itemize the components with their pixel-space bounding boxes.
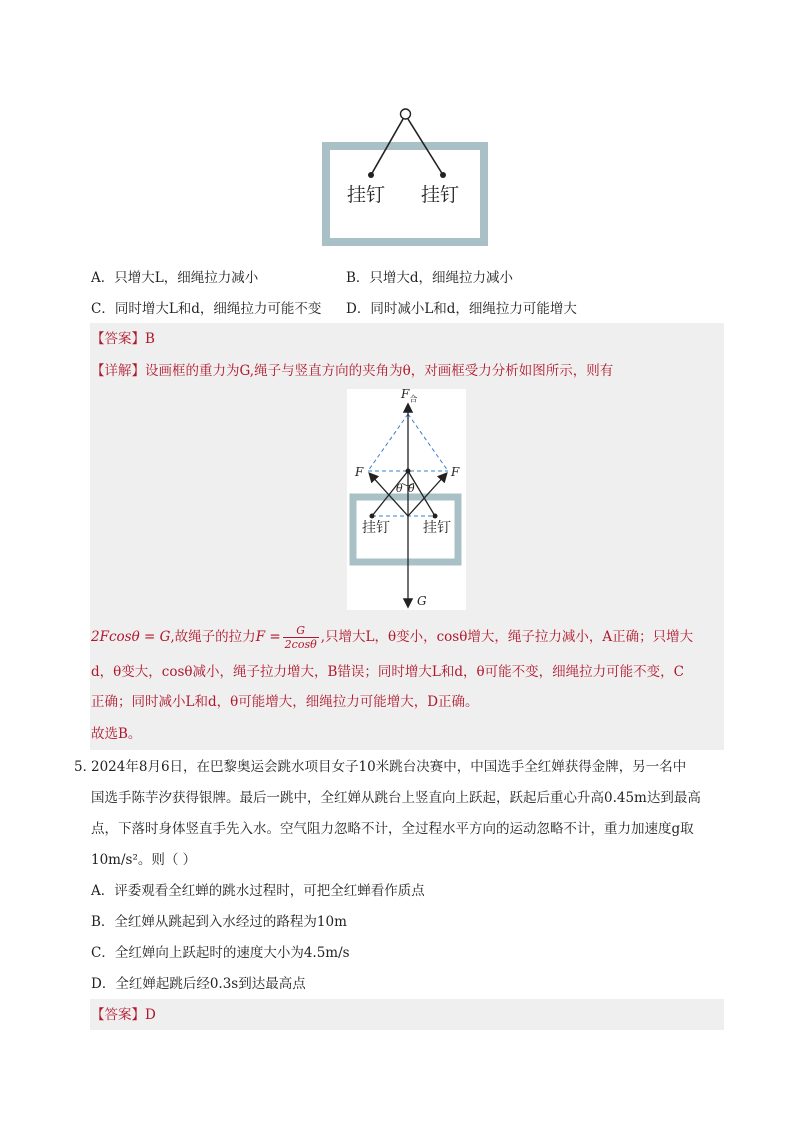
answer-q4 — [91, 329, 155, 349]
equation-f: F = — [255, 629, 281, 645]
conclusion: 故选B。 — [91, 726, 142, 742]
hook-point — [406, 469, 411, 474]
theta-left-label: θ — [396, 482, 403, 495]
picture-frame-figure — [318, 100, 493, 250]
force-left-label: F — [355, 465, 364, 479]
nail-right — [440, 172, 446, 178]
force-right-label: F — [451, 465, 460, 479]
explain-line-3: d，θ变大，cosθ减小，绳子拉力增大，B错误；同时增大L和d，θ可能不变，细绳拉力可能不变，C — [91, 664, 684, 680]
hook-circle — [401, 109, 411, 119]
dash-left-top — [368, 414, 408, 471]
question-5-line-2: 国选手陈芋汐获得银牌。最后一跳中，全红婵从跳台上竖直向上跃起，跃起后重心升高0.45m达到最高 — [91, 790, 701, 806]
question-5-option-d: D．全红婵起跳后经0.3s到达最高点 — [91, 976, 306, 992]
option-c: C．同时增大L和d，细绳拉力可能不变 — [91, 301, 322, 317]
equation-balance: 2Fcosθ = G — [91, 629, 171, 645]
explain-mid: ,故绳子的拉力 — [170, 629, 256, 645]
option-b: B．只增大d，细绳拉力减小 — [346, 270, 514, 286]
nail-label-right: 挂钉 — [421, 184, 460, 206]
resultant-label: $F_合$ — [401, 387, 418, 404]
option-a: A．只增大L，细绳拉力减小 — [91, 270, 259, 286]
question-5-line-4: 10m/s²。则（ ） — [91, 852, 197, 868]
nail-2-label-right: 挂钉 — [423, 520, 451, 536]
explain-line-2 — [91, 624, 693, 651]
dash-right-top — [408, 414, 448, 471]
question-5-number: 5． — [74, 759, 97, 775]
nail-2-label-left: 挂钉 — [362, 520, 390, 536]
gravity-label: G — [417, 594, 427, 608]
question-5-line-1: 2024年8月6日，在巴黎奥运会跳水项目女子10米跳台决赛中，中国选手全红婵获得金牌，另一名中 — [91, 759, 687, 775]
explain-line-4: 正确；同时减小L和d，θ可能增大，细绳拉力可能增大，D正确。 — [91, 694, 479, 710]
explain-line-2-rest: ,只增大L，θ变小，cosθ增大，绳子拉力减小，A正确；只增大 — [320, 629, 694, 645]
option-d: D．同时减小L和d，细绳拉力可能增大 — [346, 301, 577, 317]
question-5-option-a: A．评委观看全红蝉的跳水过程时，可把全红蝉看作质点 — [91, 883, 425, 899]
explain-line-1 — [91, 361, 613, 381]
answer-tag: 【答案】 — [91, 331, 145, 347]
question-5-option-b: B．全红婵从跳起到入水经过的路程为10m — [91, 914, 347, 930]
nail-label-left: 挂钉 — [347, 184, 386, 206]
question-5-line-3: 点，下落时身体竖直手先入水。空气阻力忽略不计，全过程水平方向的运动忽略不计，重力加速度g取 — [91, 821, 694, 837]
question-5-option-c: C．全红婵向上跃起时的速度大小为4.5m/s — [91, 945, 350, 961]
answer-q5-band — [90, 999, 724, 1030]
answer-q5-value: D — [145, 1007, 156, 1023]
answer-q5-tag: 【答案】 — [91, 1007, 145, 1023]
answer-q5 — [91, 1005, 156, 1025]
answer-value: B — [145, 331, 155, 347]
explain-tag: 【详解】 — [91, 363, 145, 379]
explain-text-1: 设画框的重力为G,绳子与竖直方向的夹角为θ，对画框受力分析如图所示，则有 — [145, 363, 614, 379]
theta-right-label: θ — [408, 482, 415, 495]
nail-left — [368, 172, 374, 178]
fraction: $\frac{G}{2\cos\theta}$ — [284, 624, 317, 651]
force-diagram — [347, 389, 466, 610]
